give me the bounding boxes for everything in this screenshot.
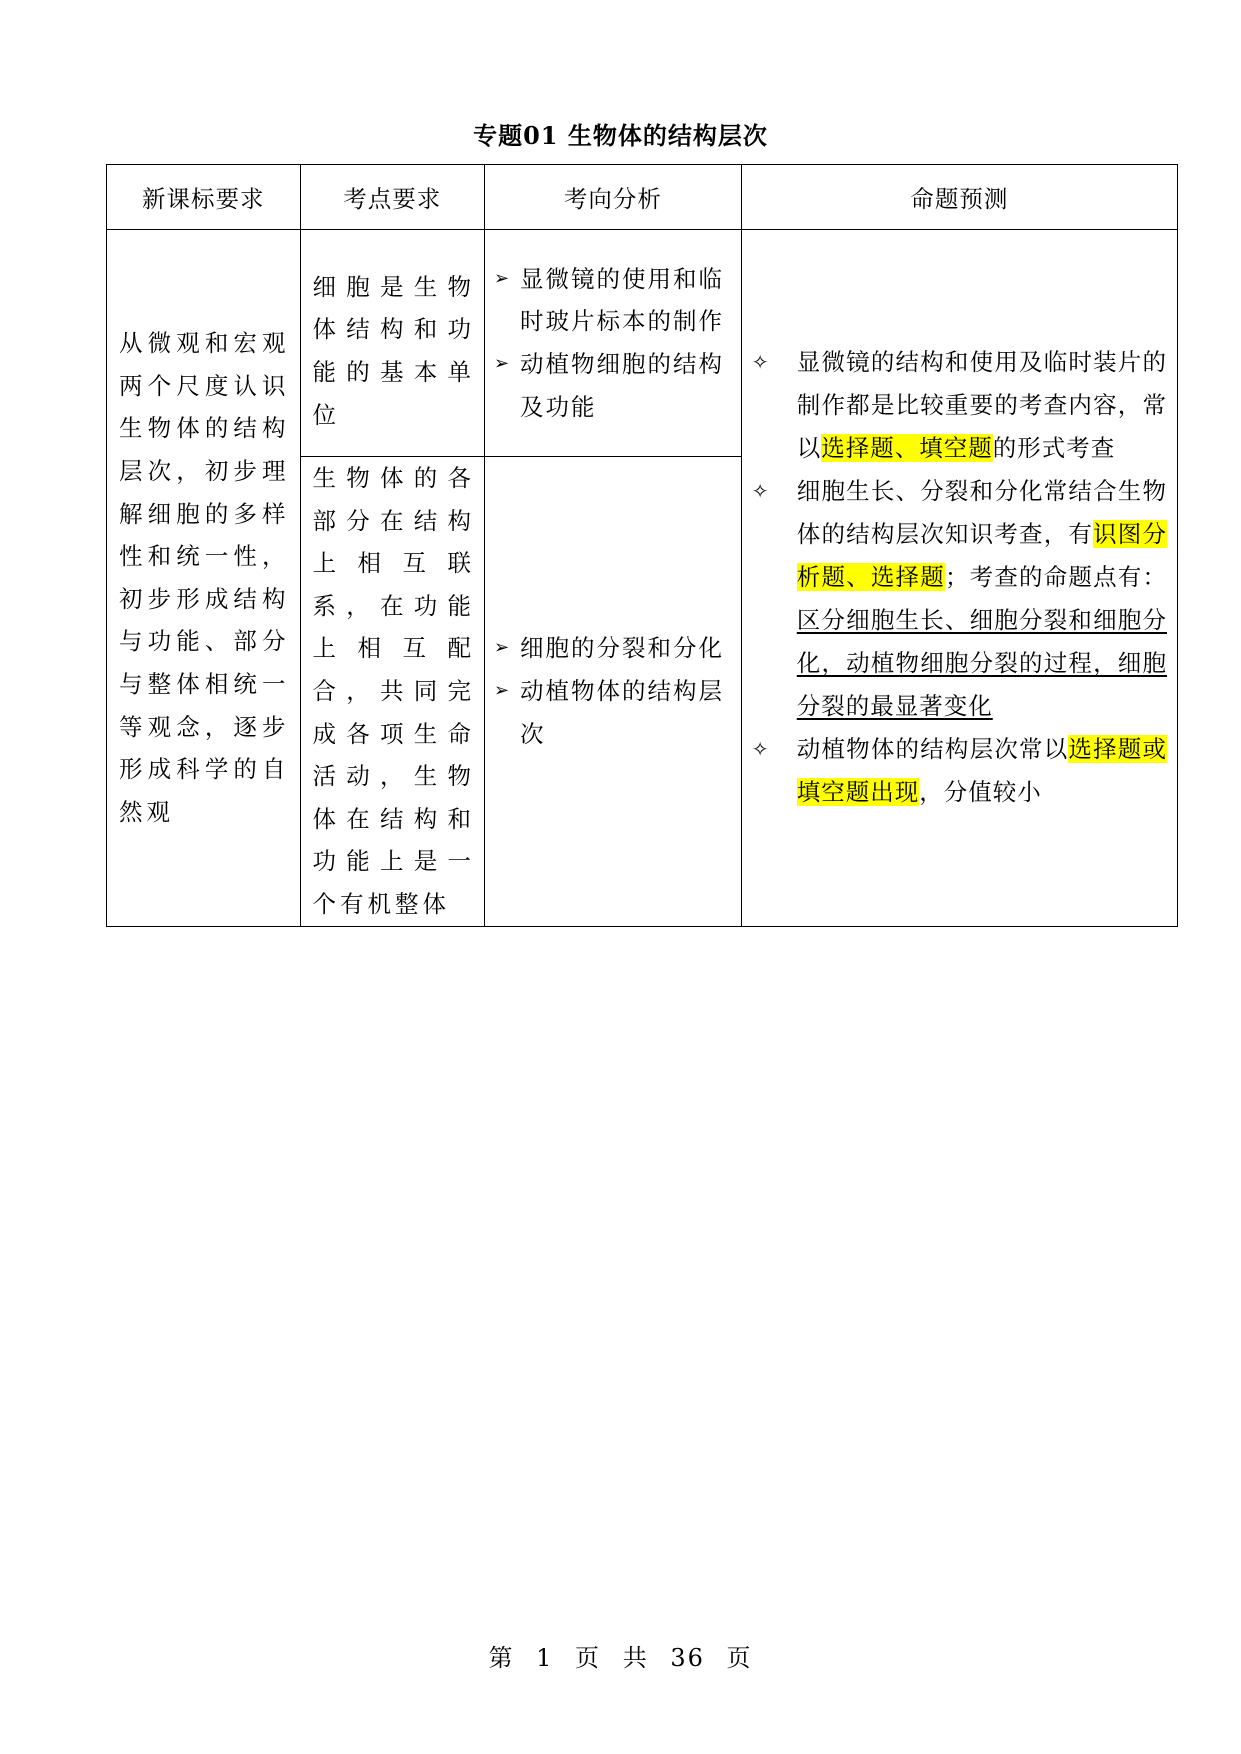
arrow-bullet-icon: ➢ xyxy=(494,353,510,374)
direction-item-text: 显微镜的使用和临时玻片标本的制作 xyxy=(520,264,725,336)
direction-cell xyxy=(485,230,742,457)
header-direction-analysis: 考向分析 xyxy=(485,165,742,230)
table-header-row xyxy=(107,165,1178,230)
direction-item-text: 细胞的分裂和分化 xyxy=(520,634,725,663)
arrow-bullet-icon: ➢ xyxy=(494,679,510,701)
footer-word: 页 xyxy=(726,1644,753,1672)
diamond-bullet-icon: ✧ xyxy=(751,479,770,504)
table-row xyxy=(107,230,1178,457)
arrow-bullet-icon: ➢ xyxy=(494,267,510,289)
prediction-text: ，分值较小 xyxy=(919,778,1042,807)
diamond-bullet-icon: ✧ xyxy=(751,350,770,375)
header-exam-points: 考点要求 xyxy=(300,165,485,230)
prediction-text: 细胞生长、分裂和分化常结合生物体的结构层次知识考查，有 xyxy=(796,477,1167,549)
direction-item xyxy=(494,670,733,755)
direction-item xyxy=(494,627,733,670)
footer-word: 页 xyxy=(575,1644,602,1672)
current-page-number: 1 xyxy=(536,1644,554,1672)
prediction-text: 显微镜的结构和使用及临时装片的制作都是比较重要的考查内容，常以 xyxy=(796,348,1167,463)
direction-item-text: 动植物细胞的结构及功能 xyxy=(520,350,725,421)
footer-word: 共 xyxy=(622,1644,649,1672)
direction-item-text: 动植物体的结构层次 xyxy=(520,676,725,748)
prediction-cell xyxy=(741,230,1177,927)
prediction-highlight: 选择题、填空题 xyxy=(821,434,993,463)
arrow-bullet-icon: ➢ xyxy=(494,637,510,659)
page-title: 专题01 生物体的结构层次 xyxy=(473,121,768,150)
header-prediction: 命题预测 xyxy=(741,165,1177,230)
prediction-highlight: 识图分析题、选择题 xyxy=(796,520,1167,592)
prediction-text: 动植物体的结构层次常以 xyxy=(796,735,1069,764)
prediction-text: ；考查的命题点有： xyxy=(944,563,1167,592)
prediction-item xyxy=(752,728,1167,814)
curriculum-cell xyxy=(107,230,301,927)
exam-point-text: 细胞是生物体结构和功能的基本单位 xyxy=(312,272,476,429)
footer-word: 第 xyxy=(488,1644,515,1672)
exam-point-cell xyxy=(300,230,485,457)
prediction-text: 的形式考查 xyxy=(992,434,1116,463)
page-footer xyxy=(0,1638,1241,1673)
direction-item xyxy=(494,258,733,343)
exam-point-text: 生物体的各部分在结构上相互联系，在功能上相互配合，共同完成各项生命活动，生物体在结构和功能上是一个有机整体 xyxy=(312,464,476,918)
total-page-count: 36 xyxy=(670,1644,705,1672)
curriculum-text: 从微观和宏观两个尺度认识生物体的结构层次，初步理解细胞的多样性和统一性，初步形成结构与功能、部分与整体相统一等观念，逐步形成科学的自然观 xyxy=(119,329,290,826)
prediction-item xyxy=(752,470,1167,728)
prediction-underline: 区分细胞生长、细胞分裂和细胞分化，动植物细胞分裂的过程，细胞分裂的最显著变化 xyxy=(796,606,1167,721)
header-curriculum: 新课标要求 xyxy=(107,165,301,230)
exam-point-cell xyxy=(300,457,485,927)
prediction-item xyxy=(752,341,1167,470)
prediction-highlight: 选择题或填空题出现 xyxy=(796,735,1168,807)
diamond-bullet-icon: ✧ xyxy=(751,737,770,762)
direction-cell xyxy=(485,457,742,927)
direction-item xyxy=(494,343,733,428)
curriculum-table xyxy=(106,164,1178,927)
